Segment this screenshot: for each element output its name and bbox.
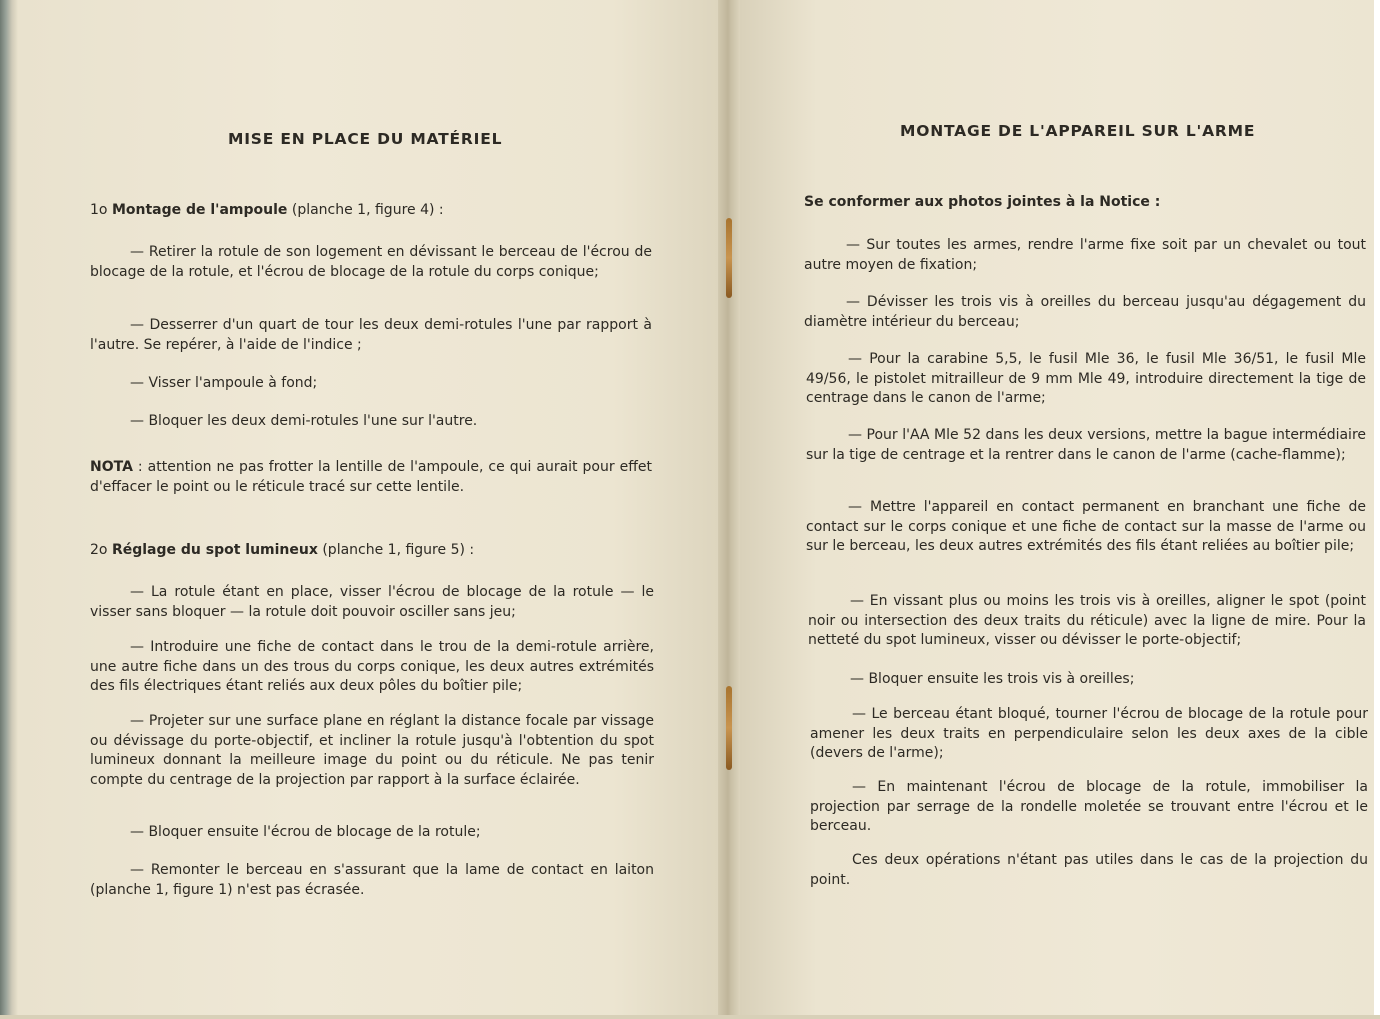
left-paragraph-2: — Desserrer d'un quart de tour les deux demi-rotules l'une par rapport à l'autre. Se repérer, à l'aide de l'indice ; xyxy=(90,317,652,353)
right-paragraph-1: — Sur toutes les armes, rendre l'arme fixe soit par un chevalet ou tout autre moyen de fixation; xyxy=(804,237,1366,273)
right-intro xyxy=(804,193,1364,213)
section-1-ref: (planche 1, figure 4) : xyxy=(287,202,444,218)
right-paragraph-2: — Dévisser les trois vis à oreilles du berceau jusqu'au dégagement du diamètre intérieur du berceau; xyxy=(804,294,1366,330)
staple-top xyxy=(726,218,732,298)
left-paragraph-1: — Retirer la rotule de son logement en dévissant le berceau de l'écrou de blocage de la rotule, et l'écrou de blocage de la rotule du corps conique; xyxy=(90,244,652,280)
section-2-heading xyxy=(90,541,650,561)
right-paragraph-5: — Mettre l'appareil en contact permanent en branchant une fiche de contact sur le corps conique et une fiche de contact sur la masse de l'arme ou sur le berceau, les deux autres extrémités des fils étant reliées au boîtier pile; xyxy=(806,499,1366,554)
right-paragraph-6: — En vissant plus ou moins les trois vis à oreilles, aligner le spot (point noir ou intersection des deux traits du réticule) avec la ligne de mire. Pour la netteté du spot lumineux, visser ou dévisser le porte-objectif; xyxy=(808,593,1366,648)
right-page-title: MONTAGE DE L'APPAREIL SUR L'ARME xyxy=(900,122,1256,140)
section-1-heading xyxy=(90,201,650,221)
section-2-ref: (planche 1, figure 5) : xyxy=(317,542,475,558)
section-2-number: 2o xyxy=(90,542,108,558)
left-paragraph-9: — Remonter le berceau en s'assurant que la lame de contact en laiton (planche 1, figure 1) n'est pas écrasée. xyxy=(90,862,654,898)
scan-bottom-edge xyxy=(0,1015,1380,1019)
right-paragraph-8: — Le berceau étant bloqué, tourner l'écrou de blocage de la rotule pour amener les deux traits en perpendiculaire selon les deux axes de la cible (devers de l'arme); xyxy=(810,706,1368,761)
book-gutter xyxy=(718,0,740,1019)
staple-bottom xyxy=(726,686,732,770)
scan-right-margin xyxy=(1374,0,1380,1019)
right-paragraph-9: — En maintenant l'écrou de blocage de la rotule, immobiliser la projection par serrage de la rondelle moletée se trouvant entre l'écrou et le berceau. xyxy=(810,779,1368,834)
nota-text: : attention ne pas frotter la lentille de l'ampoule, ce qui aurait pour effet d'effacer le point ou le réticule tracé sur cette lentile. xyxy=(90,459,652,495)
right-paragraph-7: — Bloquer ensuite les trois vis à oreilles; xyxy=(850,671,1135,687)
left-page xyxy=(18,0,718,1019)
right-paragraph-10: Ces deux opérations n'étant pas utiles dans le cas de la projection du point. xyxy=(810,852,1368,888)
left-paragraph-7: — Projeter sur une surface plane en réglant la distance focale par vissage ou dévissage du porte-objectif, et incliner la rotule jusqu'à l'obtention du spot lumineux donnant la meilleure image du point ou du réticule. Ne pas tenir compte du centrage de la projection par rapport à la surface éclairée. xyxy=(90,713,654,788)
section-1-number: 1o xyxy=(90,202,108,218)
right-paragraph-4: — Pour l'AA Mle 52 dans les deux versions, mettre la bague intermédiaire sur la tige de centrage et la rentrer dans le canon de l'arme (cache-flamme); xyxy=(806,427,1366,463)
right-paragraph-3: — Pour la carabine 5,5, le fusil Mle 36, le fusil Mle 36/51, le fusil Mle 49/56, le pistolet mitrailleur de 9 mm Mle 49, introduire directement la tige de centrage dans le canon de l'arme; xyxy=(806,351,1366,406)
nota-label: NOTA xyxy=(90,459,133,475)
right-page xyxy=(740,0,1380,1019)
left-page-title: MISE EN PLACE DU MATÉRIEL xyxy=(228,130,503,148)
nota-paragraph xyxy=(90,458,652,497)
booklet-cover-edge xyxy=(0,0,18,1019)
section-2-title: Réglage du spot lumineux xyxy=(111,542,318,558)
right-intro-text: Se conformer aux photos jointes à la Notice : xyxy=(804,194,1161,210)
left-paragraph-6: — Introduire une fiche de contact dans le trou de la demi-rotule arrière, une autre fiche dans un des trous du corps conique, les deux autres extrémités des fils électriques étant reliés aux deux pôles du boîtier pile; xyxy=(90,639,654,694)
section-1-title: Montage de l'ampoule xyxy=(111,202,288,218)
left-paragraph-4: — Bloquer les deux demi-rotules l'une sur l'autre. xyxy=(130,413,478,429)
left-paragraph-3: — Visser l'ampoule à fond; xyxy=(130,375,318,391)
left-paragraph-8: — Bloquer ensuite l'écrou de blocage de la rotule; xyxy=(130,824,481,840)
left-paragraph-5: — La rotule étant en place, visser l'écrou de blocage de la rotule — le visser sans bloquer — la rotule doit pouvoir osciller sans jeu; xyxy=(90,584,654,620)
